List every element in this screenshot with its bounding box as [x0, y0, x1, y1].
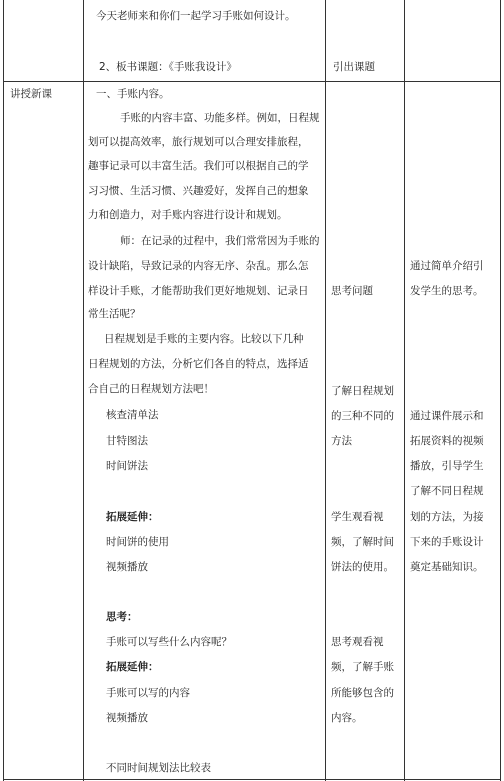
content-line: 力和创造力，对手账内容进行设计和规划。 [88, 209, 288, 221]
content-line: 设计缺陷，导致记录的内容无序、杂乱。那么怎 [88, 260, 309, 272]
content-line: 手账的内容丰富、功能多样。例如，日程规 [120, 112, 320, 124]
content-line: 一、手账内容。 [96, 88, 170, 100]
intent-text: 发学生的思考。 [410, 285, 484, 297]
table-border-right [500, 0, 501, 781]
intent-text: 拓展资料的视频 [410, 435, 484, 447]
intent-text: 通过课件展示和 [410, 410, 484, 422]
intent-text: 下来的手账设计 [410, 536, 484, 548]
table-column-divider [83, 0, 84, 781]
activity-text: 思考观看视 [331, 636, 384, 648]
content-subheading: 思考： [106, 611, 138, 623]
content-line: 习习惯、生活习惯、兴趣爱好，发挥自己的想象 [88, 185, 309, 197]
content-line: 甘特图法 [106, 435, 148, 447]
activity-text: 思考问题 [331, 285, 373, 297]
content-line: 划可以提高效率，旅行规划可以合理安排旅程， [88, 136, 309, 148]
content-line: 核查清单法 [106, 409, 159, 421]
activity-text: 所能够包含的 [331, 687, 394, 699]
table-border-bottom [3, 779, 500, 780]
content-line: 时间饼法 [106, 460, 148, 472]
activity-text: 频，了解手账 [331, 661, 394, 673]
table-row-divider [3, 81, 500, 82]
activity-text: 频，了解时间 [331, 536, 394, 548]
content-subheading: 拓展延伸： [106, 511, 159, 523]
content-line: 常生活呢？ [88, 308, 141, 320]
content-line: 视频播放 [106, 561, 148, 573]
content-line: 合自己的日程规划方法吧！ [88, 383, 214, 395]
intent-text: 了解不同日程规 [410, 485, 484, 497]
content-line: 手账可以写些什么内容呢？ [106, 636, 232, 648]
content-line: 日程规划是手账的主要内容。比较以下几种 [104, 333, 304, 345]
content-line: 手账可以写的内容 [106, 687, 190, 699]
activity-text: 方法 [331, 435, 352, 447]
intent-text: 划的方法，为接 [410, 511, 484, 523]
content-line: 趣事记录可以丰富生活。我们可以根据自己的学 [88, 160, 309, 172]
activity-text: 学生观看视 [331, 511, 384, 523]
content-line: 视频播放 [106, 712, 148, 724]
content-line: 2、板书课题：《手账我设计》 [99, 61, 237, 73]
activity-text: 内容。 [331, 712, 363, 724]
activity-text: 引出课题 [333, 61, 375, 73]
table-column-divider [325, 0, 326, 781]
content-line: 今天老师来和你们一起学习手账如何设计。 [96, 10, 296, 22]
content-line: 样设计手账，才能帮助我们更好地规划、记录日 [88, 285, 309, 297]
intent-text: 奠定基础知识。 [410, 561, 484, 573]
content-subheading: 拓展延伸： [106, 661, 159, 673]
table-border-left [3, 0, 4, 781]
content-line: 时间饼的使用 [106, 536, 169, 548]
intent-text: 通过简单介绍引 [410, 260, 484, 272]
content-line: 师：在记录的过程中，我们常常因为手账的 [120, 235, 320, 247]
intent-text: 播放，引导学生 [410, 460, 484, 472]
activity-text: 饼法的使用。 [331, 561, 394, 573]
content-line: 不同时间规划法比较表 [106, 762, 211, 774]
table-column-divider [404, 0, 405, 781]
stage-label: 讲授新课 [10, 88, 52, 100]
activity-text: 的三种不同的 [331, 410, 394, 422]
activity-text: 了解日程规划 [331, 385, 394, 397]
content-line: 日程规划的方法，分析它们各自的特点，选择适 [88, 358, 309, 370]
